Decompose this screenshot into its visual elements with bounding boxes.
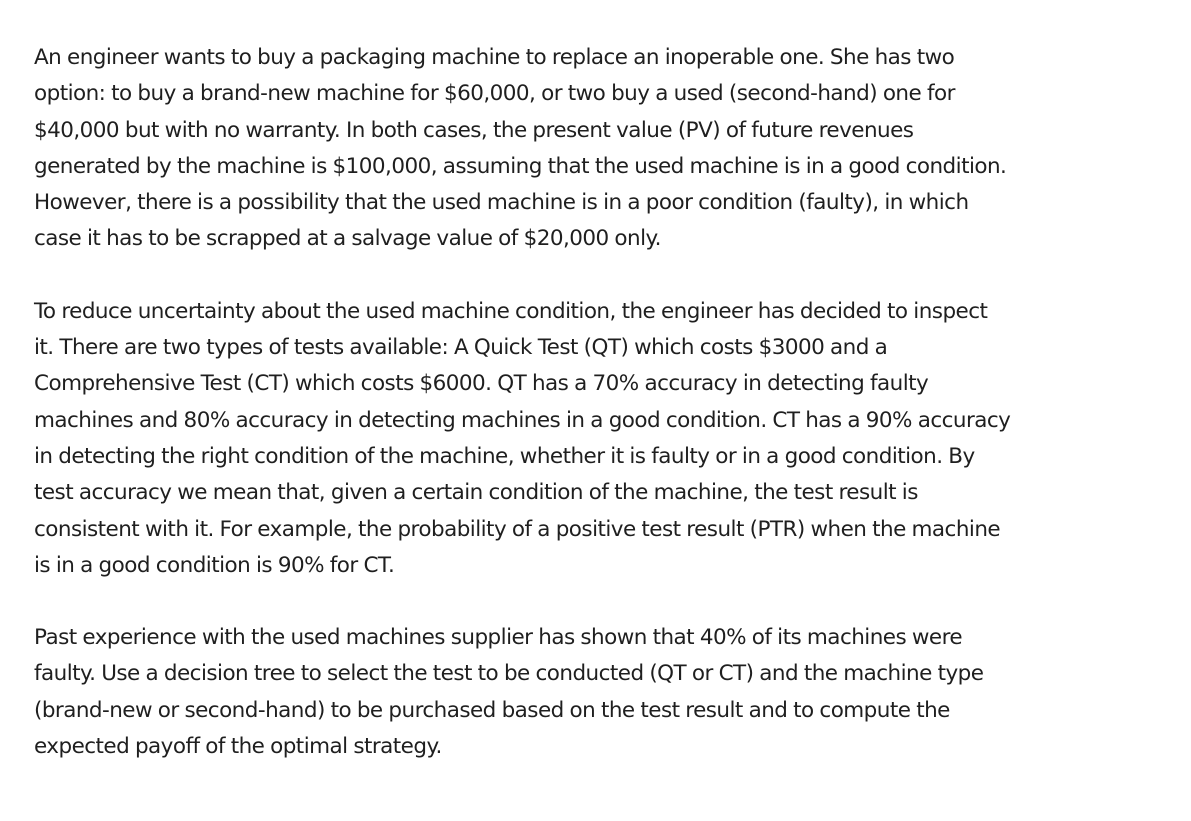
paragraph-machine-options (34, 40, 1174, 258)
text-line: case it has to be scrapped at a salvage value of $20,000 only. (34, 226, 661, 252)
text-line: However, there is a possibility that the used machine is in a poor condition (faulty), in which (34, 190, 969, 216)
text-line: machines and 80% accuracy in detecting machines in a good condition. CT has a 90% accuracy (34, 407, 1011, 433)
text-line: test accuracy we mean that, given a certain condition of the machine, the test result is (34, 480, 918, 506)
text-line: Past experience with the used machines supplier has shown that 40% of its machines were (34, 625, 963, 651)
problem-document (34, 40, 1174, 801)
text-line: it. There are two types of tests available: A Quick Test (QT) which costs $3000 and a (34, 335, 888, 361)
text-line: option: to buy a brand-new machine for $60,000, or two buy a used (second-hand) one for (34, 81, 955, 107)
paragraph-test-options (34, 294, 1174, 584)
text-line: consistent with it. For example, the probability of a positive test result (PTR) when the machine (34, 516, 1001, 542)
text-line: Comprehensive Test (CT) which costs $6000. QT has a 70% accuracy in detecting faulty (34, 371, 929, 397)
text-line: $40,000 but with no warranty. In both cases, the present value (PV) of future revenues (34, 117, 914, 143)
text-line: (brand-new or second-hand) to be purchased based on the test result and to compute the (34, 697, 950, 723)
text-line: An engineer wants to buy a packaging machine to replace an inoperable one. She has two (34, 45, 955, 70)
text-line: expected payoff of the optimal strategy. (34, 734, 442, 760)
text-line: generated by the machine is $100,000, assuming that the used machine is in a good condition. (34, 153, 1007, 179)
text-line: faulty. Use a decision tree to select the test to be conducted (QT or CT) and the machine type (34, 661, 984, 687)
text-line: in detecting the right condition of the machine, whether it is faulty or in a good condition. By (34, 443, 975, 469)
text-line: is in a good condition is 90% for CT. (34, 552, 395, 578)
text-line: To reduce uncertainty about the used machine condition, the engineer has decided to inspect (34, 298, 988, 324)
paragraph-task (34, 620, 1174, 765)
